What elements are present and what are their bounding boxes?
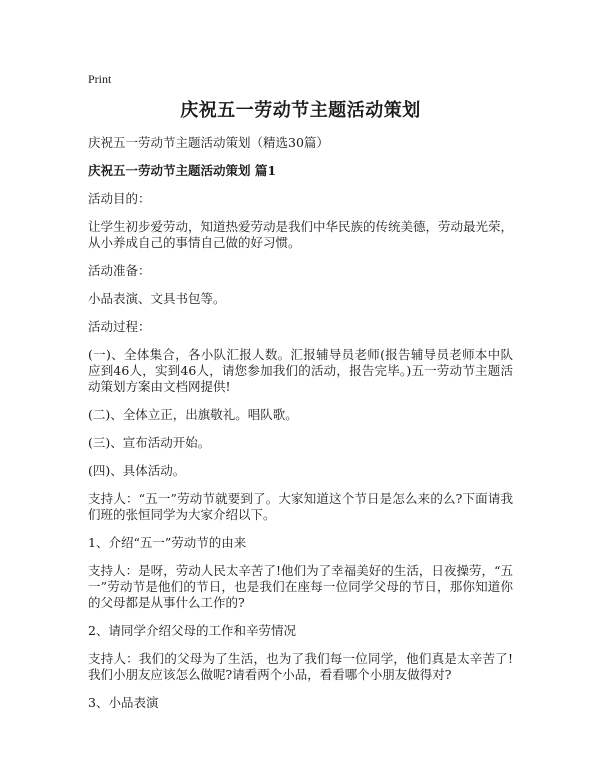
paragraph-step-2: (二)、全体立正，出旗敬礼。唱队歌。 (88, 407, 298, 422)
document-subtitle: 庆祝五一劳动节主题活动策划（精选30篇） (88, 135, 329, 150)
paragraph-item-3: 3、小品表演 (88, 695, 159, 710)
paragraph-item-2: 2、请同学介绍父母的工作和辛劳情况 (88, 623, 296, 638)
paragraph-step-3: (三)、宣布活动开始。 (88, 435, 211, 450)
paragraph-host-intro: 支持人：“五一”劳动节就要到了。大家知道这个节日是怎么来的么?下面请我们班的张恒同学为大家介绍以下。 (88, 491, 513, 522)
paragraph-process-label: 活动过程： (88, 319, 151, 334)
paragraph-item-1: 1、介绍“五一”劳动节的由来 (88, 535, 247, 550)
paragraph-activity-goal-label: 活动目的： (88, 191, 151, 206)
paragraph-step-1: (一)、全体集合，各小队汇报人数。汇报辅导员老师(报告辅导员老师本中队应到46人，实到46人，请您参加我们的活动，报告完毕。)五一劳动节主题活动策划方案由文档网提供! (88, 347, 513, 394)
paragraph-preparation: 小品表演、文具书包等。 (88, 291, 226, 306)
paragraph-host-parents: 支持人：是呀，劳动人民太辛苦了!他们为了幸福美好的生活，日夜操劳，“五一”劳动节是他们的节日，也是我们在座每一位同学父母的节日，那你知道你的父母都是从事什么工作的? (88, 563, 513, 610)
document-page (88, 72, 513, 711)
print-label[interactable]: Print (88, 72, 112, 86)
paragraph-step-4: (四)、具体活动。 (88, 463, 186, 478)
paragraph-host-skit: 支持人：我们的父母为了生活，也为了我们每一位同学，他们真是太辛苦了!我们小朋友应该怎么做呢?请看两个小品，看看哪个小朋友做得对? (88, 651, 513, 682)
paragraph-preparation-label: 活动准备： (88, 263, 151, 278)
paragraph-activity-goal: 让学生初步爱劳动，知道热爱劳动是我们中华民族的传统美德，劳动最光荣，从小养成自己的事情自己做的好习惯。 (88, 219, 514, 250)
section-heading: 庆祝五一劳动节主题活动策划 篇1 (88, 163, 277, 178)
document-title: 庆祝五一劳动节主题活动策划 (180, 100, 421, 121)
